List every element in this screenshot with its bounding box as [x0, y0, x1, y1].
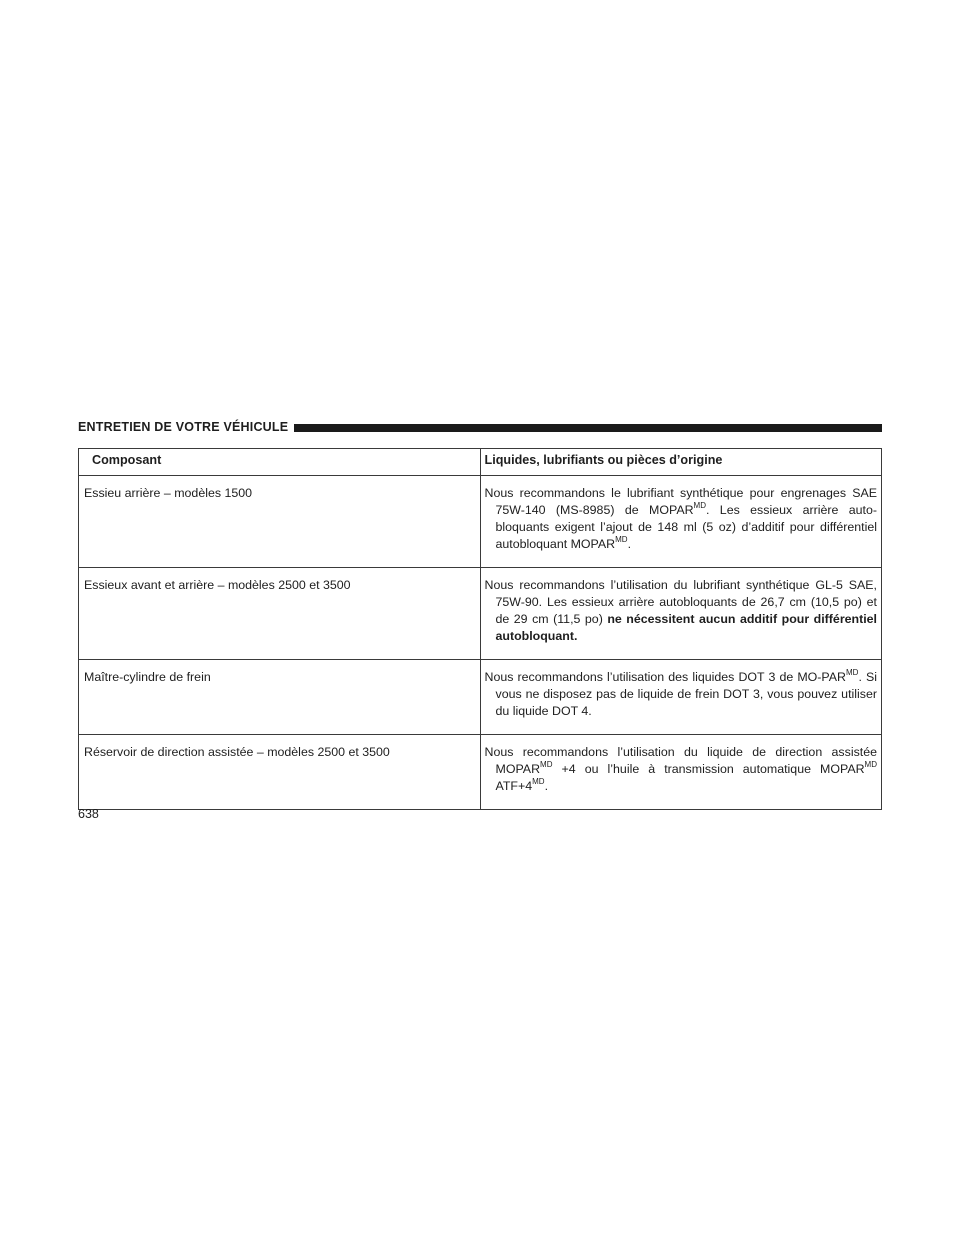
fluid-text: . Si vous ne disposez pas de liquide de frein DOT 3, vous pouvez utiliser du liquide DOT 4.	[495, 670, 877, 718]
fluid-text: .	[544, 779, 549, 793]
fluid-text: Nous recommandons l’utilisation du liquide de direction assistée MOPAR	[484, 745, 877, 776]
fluid-bold-text: ne nécessitent aucun additif pour différentiel autobloquant.	[495, 612, 877, 643]
row-component: Maître-cylindre de frein	[79, 660, 481, 734]
table-row	[79, 476, 881, 568]
fluid-sup: MD	[864, 760, 877, 769]
row-component: Essieux avant et arrière – modèles 2500 et 3500	[79, 568, 481, 659]
header-fluid: Liquides, lubrifiants ou pièces d’origine	[484, 453, 723, 467]
table-row	[79, 568, 881, 660]
row-component: Réservoir de direction assistée – modèles 2500 et 3500	[79, 735, 481, 809]
table-header-row	[79, 449, 881, 476]
table-row	[79, 735, 881, 810]
fluid-text: ATF+4	[495, 779, 533, 793]
fluid-sup: MD	[532, 777, 545, 786]
fluid-sup: MD	[693, 501, 706, 510]
fluid-text: .	[627, 537, 632, 551]
page-number: 638	[78, 807, 99, 821]
section-divider-bar	[294, 424, 882, 432]
section-header	[78, 420, 882, 434]
fluid-sup: MD	[540, 760, 553, 769]
fluid-sup: MD	[845, 668, 859, 677]
row-fluid	[481, 735, 882, 809]
fluid-text: Nous recommandons l’utilisation du lubrifiant synthétique GL-5 SAE, 75W-90. Les essieux arrière autobloquants de 26,7 cm (10,5 po) et de 29 cm (11,5 po)	[484, 578, 877, 626]
header-component: Composant	[79, 449, 481, 475]
fluid-text: . Les essieux arrière auto-bloquants exigent l’ajout de 148 ml (5 oz) d’additif pour différentiel autobloquant MOPAR	[495, 503, 877, 551]
fluid-text: +4 ou l’huile à transmission automatique MOPAR	[552, 762, 865, 776]
fluid-text: Nous recommandons l’utilisation des liquides DOT 3 de MO-PAR	[484, 670, 846, 684]
row-fluid	[481, 476, 882, 567]
row-component: Essieu arrière – modèles 1500	[79, 476, 481, 567]
table-row	[79, 660, 881, 735]
row-fluid	[481, 660, 882, 734]
fluid-sup: MD	[615, 535, 628, 544]
section-title: ENTRETIEN DE VOTRE VÉHICULE	[78, 420, 289, 434]
fluids-table	[78, 448, 882, 810]
row-fluid	[481, 568, 882, 659]
fluid-text: Nous recommandons le lubrifiant synthétique pour engrenages SAE 75W-140 (MS-8985) de MOPAR	[484, 486, 877, 517]
